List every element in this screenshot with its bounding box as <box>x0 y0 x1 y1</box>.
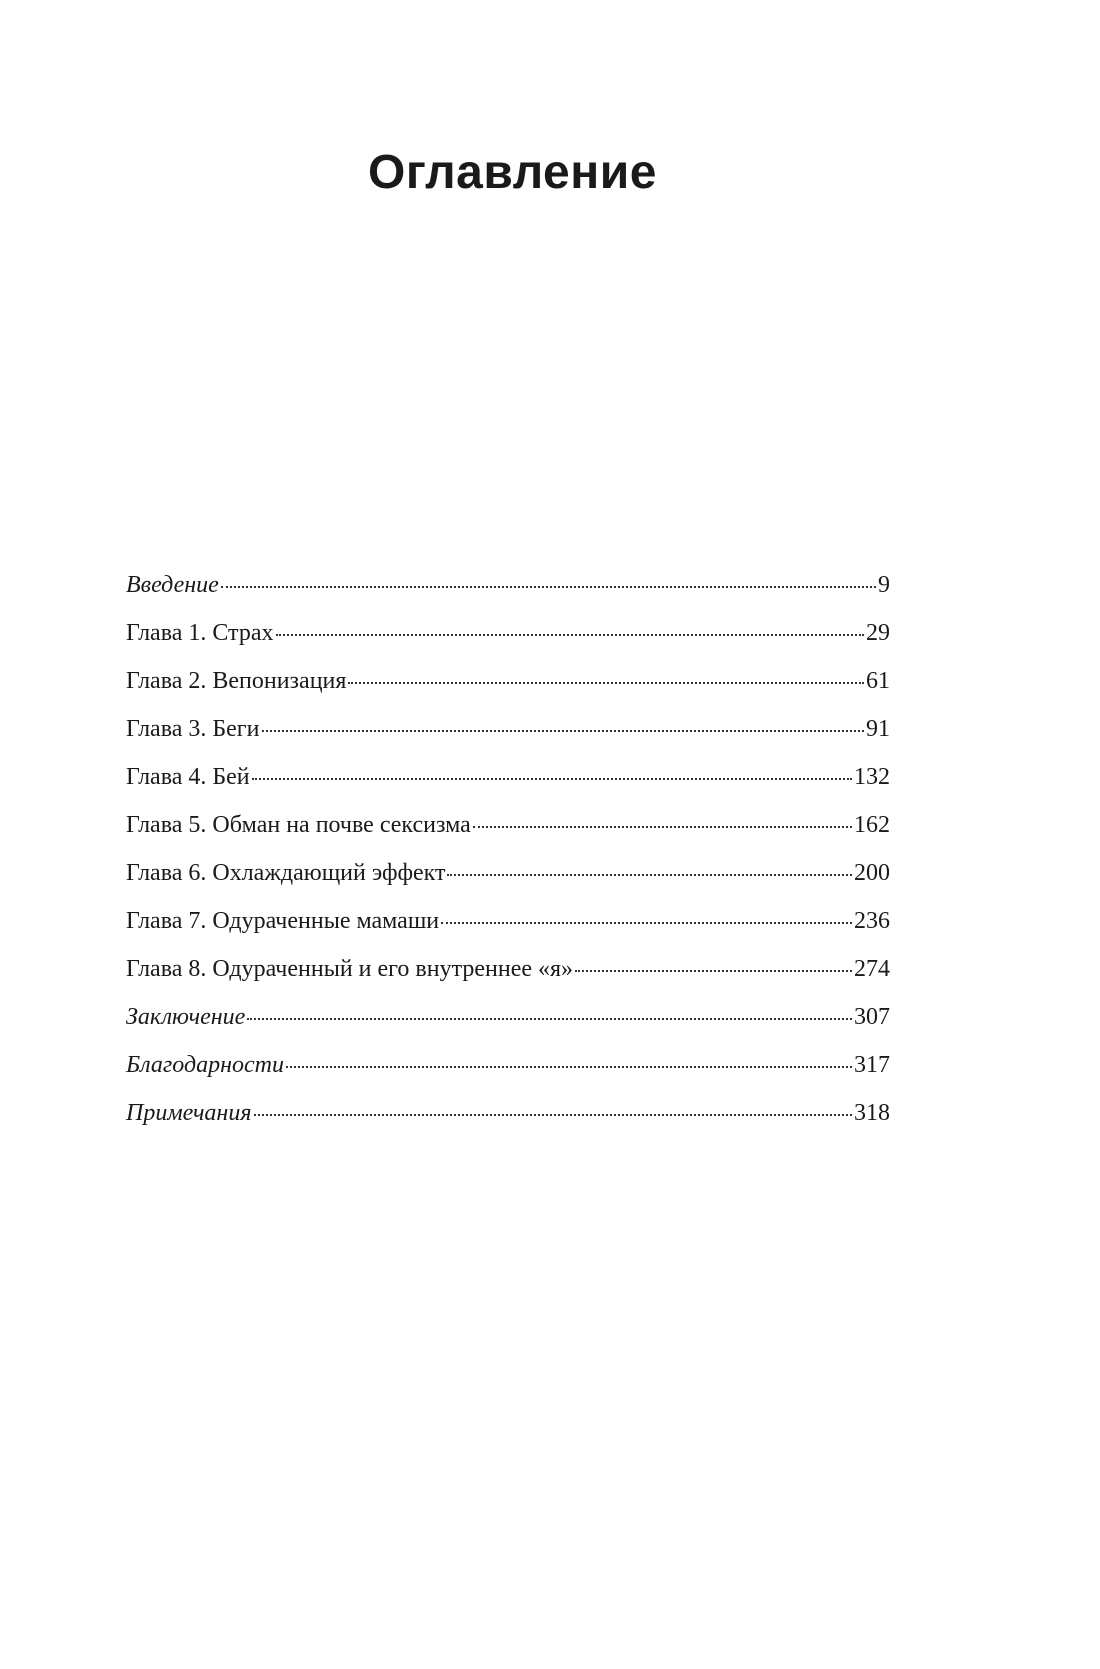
table-of-contents <box>126 564 890 1140</box>
toc-entry-label: Глава 4. Бей <box>126 764 250 790</box>
toc-entry-page: 162 <box>854 812 890 838</box>
toc-entry[interactable] <box>126 564 890 612</box>
dot-leader <box>276 634 865 636</box>
toc-entry[interactable] <box>126 1092 890 1140</box>
dot-leader <box>221 586 876 588</box>
toc-entry-page: 317 <box>854 1052 890 1078</box>
toc-entry-page: 307 <box>854 1004 890 1030</box>
toc-entry-label: Глава 7. Одураченные мамаши <box>126 908 440 934</box>
toc-entry-label: Благодарности <box>126 1052 284 1078</box>
toc-entry[interactable] <box>126 1044 890 1092</box>
toc-entry-label: Примечания <box>126 1100 252 1126</box>
dot-leader <box>441 922 852 924</box>
toc-entry-label: Глава 1. Страх <box>126 620 274 646</box>
toc-entry[interactable] <box>126 900 890 948</box>
toc-entry-page: 29 <box>866 620 890 646</box>
toc-entry[interactable] <box>126 948 890 996</box>
dot-leader <box>286 1066 852 1068</box>
toc-entry-label: Глава 5. Обман на почве сексизма <box>126 812 471 838</box>
toc-entry-label: Глава 2. Вепонизация <box>126 668 347 694</box>
toc-entry-page: 274 <box>854 956 890 982</box>
toc-entry-page: 132 <box>854 764 890 790</box>
toc-entry-page: 236 <box>854 908 890 934</box>
dot-leader <box>262 730 865 732</box>
toc-entry-page: 318 <box>854 1100 890 1126</box>
dot-leader <box>473 826 852 828</box>
dot-leader <box>348 682 864 684</box>
dot-leader <box>447 874 852 876</box>
toc-entry-label: Глава 8. Одураченный и его внутреннее «я» <box>126 956 574 982</box>
toc-entry[interactable] <box>126 708 890 756</box>
toc-entry-page: 9 <box>878 572 890 598</box>
toc-entry[interactable] <box>126 660 890 708</box>
toc-entry-label: Введение <box>126 572 219 598</box>
toc-entry[interactable] <box>126 612 890 660</box>
toc-entry[interactable] <box>126 996 890 1044</box>
toc-entry-page: 200 <box>854 860 890 886</box>
dot-leader <box>575 970 852 972</box>
toc-entry-page: 91 <box>866 716 890 742</box>
toc-entry-label: Заключение <box>126 1004 246 1030</box>
toc-entry[interactable] <box>126 852 890 900</box>
toc-entry-label: Глава 3. Беги <box>126 716 260 742</box>
dot-leader <box>252 778 852 780</box>
page-title: Оглавление <box>368 146 657 199</box>
toc-entry-label: Глава 6. Охлаждающий эффект <box>126 860 446 886</box>
dot-leader <box>254 1114 853 1116</box>
toc-entry[interactable] <box>126 804 890 852</box>
toc-entry[interactable] <box>126 756 890 804</box>
dot-leader <box>247 1018 852 1020</box>
toc-entry-page: 61 <box>866 668 890 694</box>
